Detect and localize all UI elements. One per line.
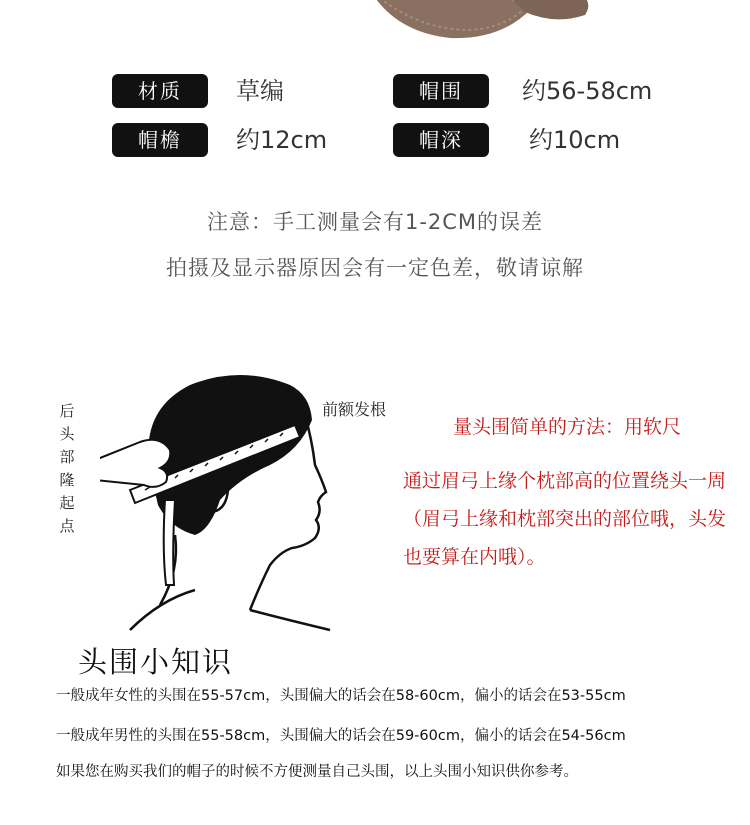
spec-value-depth: 约10cm — [529, 126, 621, 154]
spec-label-material: 材质 — [112, 74, 208, 108]
hat-image — [355, 0, 615, 42]
hand-shape — [100, 440, 170, 487]
head-size-knowledge-title: 头围小知识 — [78, 645, 234, 679]
spec-value-brim: 约12cm — [236, 126, 328, 154]
female-head-size-fact: 一般成年女性的头围在55-57cm，头围偏大的话会在58-60cm，偏小的话会在53-55cm — [56, 688, 626, 704]
spec-label-circumference: 帽围 — [393, 74, 489, 108]
male-head-size-fact: 一般成年男性的头围在55-58cm，头围偏大的话会在59-60cm，偏小的话会在54-56cm — [56, 728, 626, 744]
spec-value-circumference: 约56-58cm — [522, 77, 653, 105]
back-head-point-label: 后头部隆起点 — [59, 402, 75, 535]
spec-label-brim: 帽檐 — [112, 123, 208, 157]
note-color-difference: 拍摄及显示器原因会有一定色差，敬请谅解 — [166, 256, 584, 280]
spec-label-depth: 帽深 — [393, 123, 489, 157]
head-measuring-illustration — [100, 360, 360, 640]
reference-tip: 如果您在购买我们的帽子的时候不方便测量自己头围，以上头围小知识供你参考。 — [56, 764, 578, 780]
method-body: 通过眉弓上缘个枕部高的位置绕头一周（眉弓上缘和枕部突出的部位哦，头发也要算在内哦）。 — [403, 470, 727, 568]
forehead-hairline-label: 前额发根 — [322, 400, 387, 419]
note-measurement-error: 注意：手工测量会有1-2CM的误差 — [206, 210, 544, 234]
method-title: 量头围简单的方法：用软尺 — [453, 416, 682, 438]
spec-value-material: 草编 — [236, 77, 284, 105]
shoulders — [130, 590, 330, 630]
